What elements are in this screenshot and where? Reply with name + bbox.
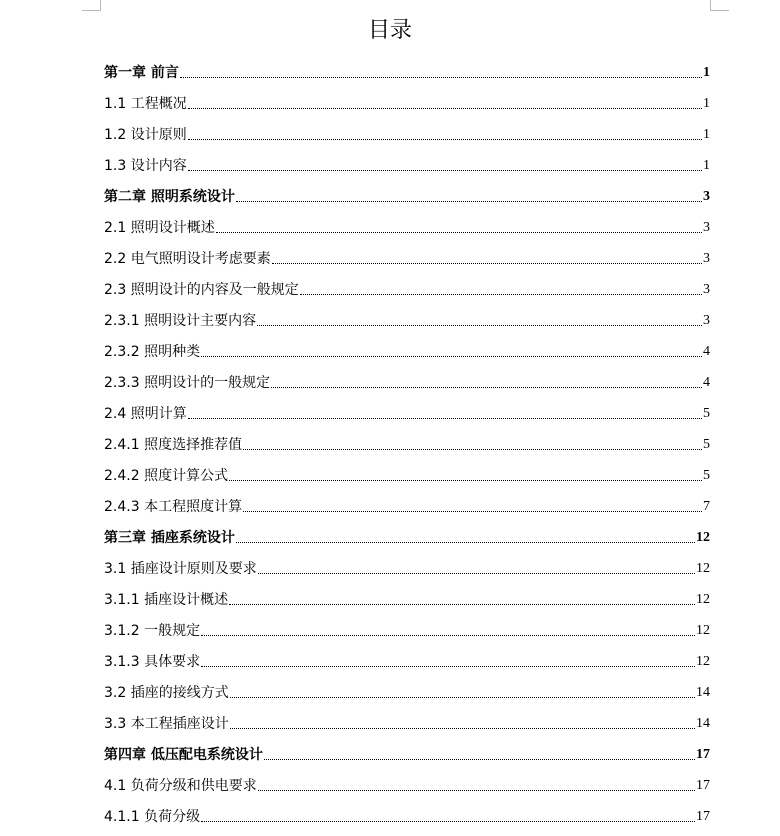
toc-entry-page: 7 — [703, 499, 710, 514]
toc-leader — [229, 604, 695, 605]
toc-leader — [180, 77, 702, 78]
toc-entry-label: 第二章 照明系统设计 — [104, 189, 235, 205]
toc-entry-page: 14 — [696, 716, 710, 731]
toc-leader — [257, 325, 702, 326]
toc-leader — [201, 821, 695, 822]
toc-leader — [188, 139, 702, 140]
toc-entry[interactable] — [104, 737, 710, 768]
toc-entry-label: 2.3.3 照明设计的一般规定 — [104, 375, 271, 391]
toc-entry[interactable] — [104, 675, 710, 706]
toc-entry[interactable] — [104, 210, 710, 241]
toc-entry-label: 2.4.2 照度计算公式 — [104, 468, 229, 484]
toc-leader — [300, 294, 702, 295]
toc-entry-page: 3 — [703, 220, 710, 235]
toc-entry[interactable] — [104, 458, 710, 489]
toc-leader — [243, 449, 702, 450]
toc-entry-page: 17 — [696, 747, 710, 762]
toc-entry-label: 第一章 前言 — [104, 65, 179, 81]
toc-leader — [229, 480, 702, 481]
toc-entry-page: 12 — [696, 592, 710, 607]
toc-entry-page: 3 — [703, 282, 710, 297]
toc-entry-page: 5 — [703, 468, 710, 483]
toc-entry-page: 12 — [696, 654, 710, 669]
toc-entry[interactable] — [104, 551, 710, 582]
toc-leader — [201, 635, 695, 636]
toc-leader — [188, 108, 702, 109]
toc-entry-label: 2.3.1 照明设计主要内容 — [104, 313, 257, 329]
toc-entry-page: 5 — [703, 406, 710, 421]
toc-entry-label: 1.3 设计内容 — [104, 158, 187, 174]
toc-entry[interactable] — [104, 117, 710, 148]
toc-entry-page: 12 — [696, 530, 710, 545]
toc-entry[interactable] — [104, 179, 710, 210]
toc-leader — [236, 542, 695, 543]
toc-entry-label: 2.3 照明设计的内容及一般规定 — [104, 282, 299, 298]
toc-entry[interactable] — [104, 303, 710, 334]
toc-entry[interactable] — [104, 55, 710, 86]
toc-leader — [201, 666, 695, 667]
toc-entry-label: 4.1.1 负荷分级 — [104, 809, 201, 825]
toc-entry-page: 17 — [696, 809, 710, 824]
toc-entry[interactable] — [104, 396, 710, 427]
toc-leader — [216, 232, 702, 233]
toc-entry-page: 3 — [703, 189, 710, 204]
toc-entry[interactable] — [104, 86, 710, 117]
toc-entry-label: 3.2 插座的接线方式 — [104, 685, 229, 701]
toc-entry-label: 2.4.3 本工程照度计算 — [104, 499, 243, 515]
toc-entry-label: 1.1 工程概况 — [104, 96, 187, 112]
toc-entry[interactable] — [104, 582, 710, 613]
toc-entry-page: 1 — [703, 65, 710, 80]
toc-entry-page: 12 — [696, 561, 710, 576]
toc-list — [104, 55, 710, 830]
toc-leader — [264, 759, 695, 760]
toc-entry-page: 1 — [703, 158, 710, 173]
toc-entry-page: 4 — [703, 375, 710, 390]
toc-entry-label: 1.2 设计原则 — [104, 127, 187, 143]
toc-leader — [236, 201, 702, 202]
toc-leader — [230, 697, 695, 698]
toc-entry[interactable] — [104, 334, 710, 365]
toc-leader — [271, 387, 702, 388]
toc-entry-label: 2.2 电气照明设计考虑要素 — [104, 251, 271, 267]
toc-entry-label: 第四章 低压配电系统设计 — [104, 747, 263, 763]
toc-leader — [201, 356, 702, 357]
toc-entry-label: 第三章 插座系统设计 — [104, 530, 235, 546]
toc-entry[interactable] — [104, 644, 710, 675]
toc-entry-page: 5 — [703, 437, 710, 452]
toc-leader — [272, 263, 702, 264]
toc-entry-page: 3 — [703, 313, 710, 328]
page-corner-mark-right — [710, 0, 729, 11]
toc-title: 目录 — [367, 18, 412, 43]
toc-entry-label: 3.1.2 一般规定 — [104, 623, 201, 639]
toc-entry[interactable] — [104, 768, 710, 799]
toc-entry-page: 1 — [703, 96, 710, 111]
toc-entry-page: 12 — [696, 623, 710, 638]
toc-entry-label: 3.1.3 具体要求 — [104, 654, 201, 670]
toc-entry-label: 4.1 负荷分级和供电要求 — [104, 778, 257, 794]
toc-entry[interactable] — [104, 241, 710, 272]
toc-entry-label: 2.4.1 照度选择推荐值 — [104, 437, 243, 453]
toc-leader — [258, 790, 695, 791]
toc-entry-label: 2.3.2 照明种类 — [104, 344, 201, 360]
toc-leader — [258, 573, 695, 574]
toc-entry[interactable] — [104, 520, 710, 551]
toc-entry[interactable] — [104, 427, 710, 458]
toc-entry[interactable] — [104, 613, 710, 644]
toc-leader — [243, 511, 702, 512]
toc-entry[interactable] — [104, 706, 710, 737]
toc-entry[interactable] — [104, 272, 710, 303]
toc-entry-page: 1 — [703, 127, 710, 142]
toc-entry-page: 3 — [703, 251, 710, 266]
toc-entry-label: 3.3 本工程插座设计 — [104, 716, 229, 732]
toc-entry-label: 3.1.1 插座设计概述 — [104, 592, 229, 608]
toc-entry[interactable] — [104, 489, 710, 520]
toc-entry-label: 2.1 照明设计概述 — [104, 220, 215, 236]
toc-entry[interactable] — [104, 365, 710, 396]
toc-leader — [188, 170, 702, 171]
toc-entry-page: 4 — [703, 344, 710, 359]
toc-entry[interactable] — [104, 799, 710, 830]
toc-entry-page: 14 — [696, 685, 710, 700]
toc-leader — [188, 418, 702, 419]
toc-entry-label: 2.4 照明计算 — [104, 406, 187, 422]
toc-entry[interactable] — [104, 148, 710, 179]
page-corner-mark-left — [82, 0, 101, 11]
toc-entry-label: 3.1 插座设计原则及要求 — [104, 561, 257, 577]
toc-leader — [230, 728, 695, 729]
toc-entry-page: 17 — [696, 778, 710, 793]
